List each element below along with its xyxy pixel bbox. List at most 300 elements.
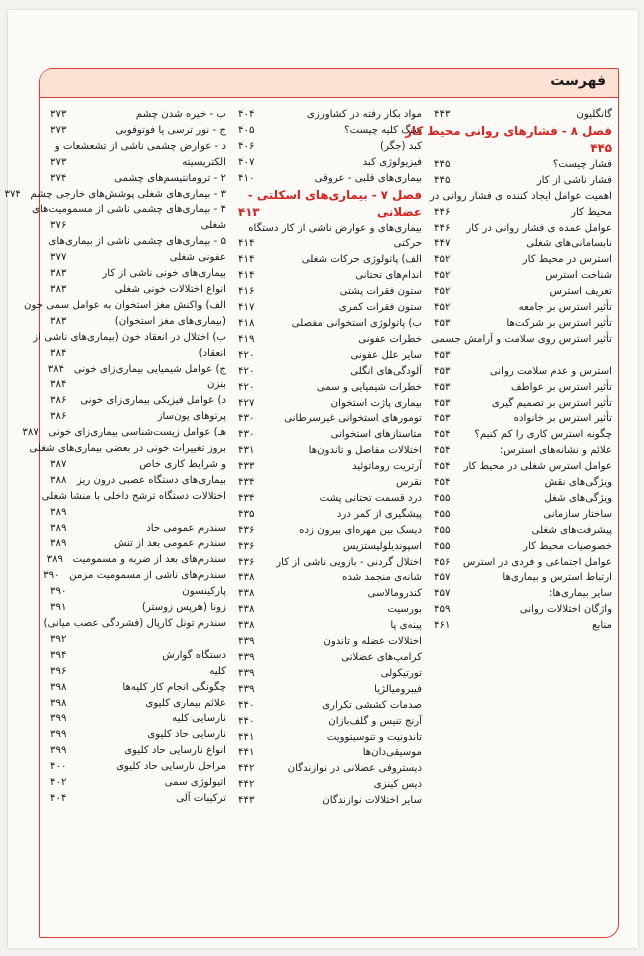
toc-entry-title: (بیماری‌های مغز استخوان) xyxy=(114,315,226,327)
toc-entry xyxy=(434,555,612,571)
toc-entry-page: ۳۹۰ xyxy=(43,570,60,582)
toc-entry-page: ۴۵۶ xyxy=(434,556,451,568)
toc-entry-page: ۴۱۸ xyxy=(238,317,255,329)
toc-entry-title: سندرم‌های ناشی از مسمومیت مزمن xyxy=(69,570,226,582)
toc-entry-title: موسیقی‌دان‌ها xyxy=(362,747,422,759)
toc-entry-page: ۴۵۵ xyxy=(434,540,451,552)
toc-entry xyxy=(50,632,226,648)
toc-entry-title: سندرم‌های بعد از ضربه و مسمومیت xyxy=(72,554,226,566)
toc-entry xyxy=(238,698,422,714)
toc-entry xyxy=(238,221,422,237)
toc-entry xyxy=(50,521,226,537)
toc-entry xyxy=(434,539,612,555)
toc-entry xyxy=(238,300,422,316)
toc-entry-title: اختلالات عضله و تاندون xyxy=(323,636,422,648)
toc-entry xyxy=(434,157,612,173)
toc-entry-page: ۳۸۹ xyxy=(50,506,67,518)
toc-entry-title: کلیه xyxy=(209,665,226,677)
toc-entry-title: تأثیر استرس بر جامعه xyxy=(518,302,612,314)
toc-entry-title: سندرم تونل کارپال (فشردگی عصب میانی) xyxy=(43,618,226,629)
toc-entry-page: ۴۳۰ xyxy=(238,429,255,441)
toc-entry xyxy=(434,396,612,412)
toc-entry-title: سایر علل عفونی xyxy=(350,349,422,361)
toc-entry xyxy=(50,123,226,139)
toc-entry-page: ۳۹۲ xyxy=(50,633,67,645)
toc-entry-page: ۴۳۸ xyxy=(238,604,255,616)
toc-entry-title: شناخت استرس xyxy=(545,270,612,282)
toc-entry-title: نارسایی حاد کلیوی xyxy=(147,729,226,741)
toc-entry-page: ۴۴۶ xyxy=(434,206,451,218)
toc-entry xyxy=(50,759,226,775)
toc-entry-title: عوامل استرس شغلی در محیط کار xyxy=(463,461,612,473)
toc-entry xyxy=(50,696,226,712)
toc-entry xyxy=(434,491,612,507)
toc-entry-page: ۴۵۷ xyxy=(434,588,451,600)
toc-entry-page: ۴۱۴ xyxy=(238,238,255,250)
toc-entry xyxy=(434,507,612,523)
toc-entry-page: ۴۱۷ xyxy=(238,302,255,314)
toc-entry-title: تأثیر استرس روی سلامت و آرامش جسمی xyxy=(431,333,612,345)
toc-entry xyxy=(238,380,422,396)
toc-entry xyxy=(434,443,612,459)
toc-entry xyxy=(50,743,226,759)
toc-entry-title: خطرات شیمیایی و سمی xyxy=(316,381,422,393)
toc-entry xyxy=(238,650,422,666)
toc-entry xyxy=(238,523,422,539)
toc-entry-title: ب - خیره شدن چشم xyxy=(135,109,226,120)
toc-entry-title: اختلالات مفاصل و تاندون‌ها xyxy=(308,445,422,457)
toc-entry-page: ۳۹۶ xyxy=(50,665,67,677)
toc-entry-title: کرامپ‌های عضلانی xyxy=(341,652,422,663)
toc-entry-title: نقرس xyxy=(395,477,422,489)
toc-entry xyxy=(238,618,422,634)
toc-entry xyxy=(50,505,226,521)
toc-entry-page: ۴۵۴ xyxy=(434,461,451,473)
toc-entry xyxy=(238,793,422,809)
toc-entry-page: ۴۵۳ xyxy=(434,349,451,361)
toc-entry-page: ۳۸۳ xyxy=(50,315,67,327)
toc-entry-title: فصل ۷ - بیماری‌های اسکلتی - xyxy=(247,187,422,202)
toc-entry xyxy=(238,155,422,171)
toc-entry xyxy=(238,411,422,427)
toc-entry-page: ۴۶۱ xyxy=(434,620,451,632)
toc-entry xyxy=(238,268,422,284)
toc-entry-title: تعریف استرس xyxy=(549,286,612,298)
toc-entry-title: شانه‌ی منجمد شده xyxy=(342,572,422,584)
toc-entry-page: ۴۰۴ xyxy=(50,792,67,804)
contents-frame xyxy=(4,68,619,938)
toc-entry-title: چگونه استرس کاری را کم کنیم؟ xyxy=(474,429,612,441)
toc-entry xyxy=(50,711,226,727)
book-page xyxy=(4,10,638,948)
toc-entry-title: استرس و عدم سلامت روانی xyxy=(489,365,612,377)
toc-entry xyxy=(50,266,226,282)
toc-entry xyxy=(50,155,226,171)
toc-entry-page: ۴۵۹ xyxy=(434,604,451,616)
toc-entry-title: پرتوهای یون‌ساز xyxy=(157,411,226,423)
toc-entry-title: ۴۴۵ xyxy=(590,140,612,155)
toc-entry-page: ۴۵۵ xyxy=(434,524,451,536)
toc-entry-title: فیبرومیالژیا xyxy=(374,683,422,695)
toc-entry-title: درد قسمت تحتانی پشت xyxy=(319,492,422,504)
toc-entry-title: صدمات کششی تکراری xyxy=(322,699,422,711)
toc-entry xyxy=(434,475,612,491)
toc-entry-title: استرس در محیط کار xyxy=(522,254,612,266)
toc-entry-page: ۳۸۷ xyxy=(50,458,67,470)
toc-entry-page: ۳۷۴ xyxy=(4,188,21,200)
toc-entry-page: ۴۴۵ xyxy=(434,158,451,170)
toc-entry-page: ۴۳۶ xyxy=(238,540,255,552)
toc-entry-page: ۴۵۳ xyxy=(434,317,451,329)
toc-entry-title: الف) واکنش مغز استخوان به عوامل سمی خون xyxy=(24,299,226,311)
toc-entry-title: تأثیر استرس بر تصمیم گیری xyxy=(491,397,612,409)
toc-entry xyxy=(238,284,422,300)
toc-entry-title: بیماری‌های دستگاه عصبی درون ریز xyxy=(76,474,226,486)
toc-entry xyxy=(238,475,422,491)
toc-entry-page: ۴۳۳ xyxy=(238,461,255,473)
toc-entry xyxy=(434,459,612,475)
toc-entry xyxy=(434,523,612,539)
toc-entry-title: پارکینسون xyxy=(182,586,226,598)
toc-entry-title: تاندونیت و تنوسینوویت xyxy=(326,731,422,743)
toc-entry-page: ۴۰۴ xyxy=(238,109,255,120)
toc-entry-title: پینه‌ی پا xyxy=(390,620,422,632)
toc-entry xyxy=(434,586,612,602)
toc-entry xyxy=(50,314,226,330)
toc-entry xyxy=(238,507,422,523)
toc-entry xyxy=(50,536,226,552)
toc-entry xyxy=(238,123,422,139)
toc-entry xyxy=(434,173,612,189)
toc-entry-page: ۴۳۴ xyxy=(238,477,255,489)
toc-entry-title: چگونگی انجام کار کلیه‌ها xyxy=(122,681,226,693)
toc-entry-page: ۳۹۹ xyxy=(50,729,67,741)
toc-entry xyxy=(238,348,422,364)
toc-entry-title: انواع اختلالات خونی شغلی xyxy=(114,283,226,295)
toc-entry-page: ۴۱۹ xyxy=(238,333,255,345)
toc-entry-page: ۴۵۴ xyxy=(434,445,451,457)
toc-entry-page: ۴۵۳ xyxy=(434,397,451,409)
toc-entry-page: ۴۳۹ xyxy=(238,667,255,679)
toc-entry-title: اندام‌های تحتانی xyxy=(355,270,422,282)
toc-entry-page: ۳۸۳ xyxy=(50,283,67,295)
toc-column-middle xyxy=(238,107,422,809)
toc-entry-title: پیشرفت‌های شغلی xyxy=(531,524,612,536)
toc-entry-title: عفونی شغلی xyxy=(169,252,226,264)
toc-entry-page: ۴۰۵ xyxy=(238,124,255,136)
toc-entry-page: ۴۳۰ xyxy=(238,413,255,425)
toc-entry xyxy=(238,714,422,730)
toc-entry-title: انعقاد) xyxy=(198,347,226,359)
toc-entry xyxy=(238,139,422,155)
toc-entry-page: ۴۱۳ xyxy=(238,204,260,219)
toc-entry-page: ۳۸۳ xyxy=(50,268,67,280)
toc-entry xyxy=(238,666,422,682)
toc-entry-page: ۳۷۴ xyxy=(50,172,67,184)
toc-entry-page: ۳۸۴ xyxy=(50,379,67,391)
toc-entry-page: ۴۳۹ xyxy=(238,652,255,663)
toc-entry xyxy=(238,107,422,123)
toc-entry-page: ۳۹۴ xyxy=(50,649,67,661)
toc-entry xyxy=(434,427,612,443)
toc-entry-title: انواع نارسایی حاد کلیوی xyxy=(124,745,226,757)
toc-entry-page: ۳۷۳ xyxy=(50,156,67,168)
toc-entry xyxy=(50,377,226,393)
toc-entry xyxy=(50,664,226,680)
toc-entry-page: ۳۹۸ xyxy=(50,697,67,709)
toc-entry xyxy=(33,330,226,346)
toc-entry xyxy=(50,282,226,298)
toc-entry-page: ۴۱۶ xyxy=(238,286,255,298)
toc-entry xyxy=(238,586,422,602)
toc-entry-title: بیماری‌های و عوارض ناشی از کار دستگاه xyxy=(248,222,422,234)
toc-entry xyxy=(50,234,226,250)
toc-entry-page: ۴۵۲ xyxy=(434,302,451,314)
page-title: فهرست xyxy=(550,73,606,89)
toc-entry-page: ۴۳۸ xyxy=(238,572,255,584)
toc-entry-page: ۴۳۸ xyxy=(238,620,255,632)
toc-entry-page: ۴۴۲ xyxy=(238,779,255,791)
toc-entry-title: د - عوارض چشمی ناشی از تشعشعات و xyxy=(54,140,226,152)
toc-entry-page: ۳۸۹ xyxy=(50,538,67,550)
toc-entry xyxy=(434,221,612,237)
toc-entry-title: فصل ۸ - فشارهای روانی محیط کار xyxy=(405,123,612,138)
toc-entry-title: اهمیت عوامل ایجاد کننده ی فشار روانی در xyxy=(429,190,612,202)
toc-entry xyxy=(50,139,226,155)
toc-entry-page: ۴۴۰ xyxy=(238,715,255,727)
toc-entry-page: ۴۵۷ xyxy=(434,572,451,584)
toc-entry xyxy=(434,252,612,268)
toc-entry-page: ۴۴۲ xyxy=(238,763,255,775)
toc-entry xyxy=(238,682,422,698)
toc-entry-title: اسپوندیلولیستزیس xyxy=(342,540,422,552)
toc-entry xyxy=(50,171,226,187)
toc-column-right xyxy=(4,107,226,807)
toc-entry-page: ۴۳۶ xyxy=(238,556,255,568)
toc-entry-page: ۴۴۶ xyxy=(434,222,451,234)
toc-entry-page: ۴۰۰ xyxy=(50,761,67,773)
toc-entry-title: فشار ناشی از کار xyxy=(536,174,612,186)
toc-entry xyxy=(31,202,226,218)
toc-entry xyxy=(238,171,422,187)
toc-entry-page: ۴۳۵ xyxy=(238,508,255,520)
toc-entry-title: شغلی xyxy=(200,220,226,232)
toc-entry-title: دستگاه گوارش xyxy=(162,649,226,661)
toc-entry xyxy=(50,218,226,234)
toc-entry-title: سایر اختلالات نوازندگان xyxy=(322,795,422,807)
toc-entry-title: زونا (هرپس زوستر) xyxy=(141,602,226,614)
toc-entry-title: ترکیبات آلی xyxy=(176,792,226,804)
toc-entry xyxy=(238,570,422,586)
toc-entry-page: ۳۸۶ xyxy=(50,395,67,407)
toc-entry-title: واژگان اختلالات روانی xyxy=(519,604,612,616)
toc-entry xyxy=(434,300,612,316)
toc-entry xyxy=(238,459,422,475)
toc-entry xyxy=(238,602,422,618)
toc-entry-title: بورسیت xyxy=(387,604,422,616)
toc-entry-page: ۳۸۹ xyxy=(46,554,64,566)
toc-entry xyxy=(50,409,226,425)
toc-entry-page: ۴۳۶ xyxy=(238,524,255,536)
toc-entry-title: هـ) عوامل زیست‌شناسی بیماری‌زای خونی xyxy=(48,427,226,439)
toc-entry-title: ساختار سازمانی xyxy=(543,508,612,520)
toc-entry-title: ویژگی‌های شغل xyxy=(544,492,612,504)
toc-entry xyxy=(50,775,226,791)
toc-entry-title: پیشگیری از کمر درد xyxy=(336,508,422,520)
toc-entry-title: تأثیر استرس بر خانواده xyxy=(513,413,612,425)
toc-entry xyxy=(238,761,422,777)
toc-entry xyxy=(4,187,226,203)
toc-entry-page: ۴۴۱ xyxy=(238,731,255,743)
toc-entry-page: ۳۹۱ xyxy=(50,602,67,614)
toc-entry-title: سنگ کلیه چیست؟ xyxy=(344,124,422,136)
toc-entry-page: ۴۵۲ xyxy=(434,254,451,266)
toc-entry-title: ب) پاتولوژی استخوانی مفصلی xyxy=(291,317,422,329)
toc-entry xyxy=(50,473,226,489)
toc-entry-title: تورتیکولی xyxy=(380,667,422,679)
toc-entry-page: ۳۸۹ xyxy=(50,522,67,534)
toc-entry-page: ۴۵۴ xyxy=(434,477,451,489)
toc-entry-title: الکتریسیته xyxy=(182,156,226,168)
header-band xyxy=(40,69,618,98)
toc-entry xyxy=(434,411,612,427)
toc-entry xyxy=(238,634,422,650)
toc-entry xyxy=(434,316,612,332)
toc-entry-title: نارسایی کلیه xyxy=(172,713,226,725)
toc-entry xyxy=(50,648,226,664)
toc-entry xyxy=(434,618,612,634)
toc-entry xyxy=(238,427,422,443)
toc-entry xyxy=(24,298,226,314)
toc-entry-title: د) عوامل فیزیکی بیماری‌زای خونی xyxy=(80,395,226,407)
toc-entry-page: ۴۵۴ xyxy=(434,429,451,441)
toc-entry-title: سندرم عمومی بعد از تنش xyxy=(113,538,226,550)
toc-entry xyxy=(50,346,226,362)
toc-entry-title: بروز تغییرات خونی در بعضی بیماری‌های شغلی xyxy=(29,443,226,455)
toc-entry-page: ۳۹۸ xyxy=(50,681,67,693)
toc-entry-page: ۳۷۳ xyxy=(50,124,67,136)
toc-entry xyxy=(22,425,226,441)
toc-entry-page: ۴۴۳ xyxy=(238,795,255,807)
toc-entry-title: ۲ - ترومانتیسم‌های چشمی xyxy=(114,172,226,184)
chapter-heading xyxy=(405,123,612,140)
toc-entry-title: کبد (جگر) xyxy=(379,140,422,152)
toc-entry-title: آرنج تنیس و گلف‌بازان xyxy=(328,715,422,727)
toc-entry-page: ۳۷۶ xyxy=(50,220,67,232)
toc-entry xyxy=(434,284,612,300)
toc-entry xyxy=(238,236,422,252)
toc-entry xyxy=(50,457,226,473)
toc-entry xyxy=(429,189,612,205)
toc-entry xyxy=(238,555,422,571)
toc-entry-title: دیستروفی عضلانی در نوازندگان xyxy=(287,763,422,775)
toc-entry xyxy=(50,600,226,616)
toc-entry-title: ویژگی‌های نقش xyxy=(544,477,612,489)
toc-entry xyxy=(434,205,612,221)
toc-entry xyxy=(434,570,612,586)
toc-entry xyxy=(46,552,226,568)
toc-entry xyxy=(29,441,226,457)
toc-entry-page: ۳۷۳ xyxy=(50,109,67,120)
toc-entry xyxy=(434,602,612,618)
toc-entry xyxy=(434,348,612,364)
toc-entry-title: عوامل اجتماعی و فردی در استرس xyxy=(462,556,612,568)
toc-entry-page: ۴۴۰ xyxy=(238,699,255,711)
toc-entry-page: ۴۴۷ xyxy=(434,238,451,250)
toc-entry-title: ج - نور ترسی یا فوتوفوبی xyxy=(115,124,226,136)
toc-entry-title: اتیولوژی سمی xyxy=(164,777,226,789)
toc-entry-title: الف) پاتولوژی حرکات شغلی xyxy=(301,254,422,266)
toc-entry-title: حرکتی xyxy=(393,238,422,250)
toc-entry-title: گانگلیون xyxy=(576,109,612,120)
toc-entry-page: ۳۷۷ xyxy=(50,252,67,264)
toc-entry-title: تأثیر استرس بر عواطف xyxy=(511,381,612,393)
toc-entry xyxy=(238,777,422,793)
toc-entry-title: تأثیر استرس بر شرکت‌ها xyxy=(506,317,612,329)
toc-entry-page: ۴۳۱ xyxy=(238,445,255,457)
chapter-heading xyxy=(434,140,612,157)
toc-entry-title: بیماری پاژت استخوان xyxy=(330,397,422,409)
toc-entry-page: ۴۲۷ xyxy=(238,397,255,409)
toc-entry-title: نابسامانی‌های شغلی xyxy=(526,238,612,250)
toc-entry xyxy=(434,107,612,123)
toc-entry-page: ۴۴۱ xyxy=(238,747,255,759)
toc-entry xyxy=(238,316,422,332)
toc-entry-page: ۳۹۹ xyxy=(50,745,67,757)
toc-entry-title: ستون فقرات پشتی xyxy=(339,286,422,298)
toc-entry-title: خطرات عفونی xyxy=(358,333,422,345)
toc-entry xyxy=(238,730,422,746)
toc-entry-page: ۴۵۲ xyxy=(434,270,451,282)
toc-entry-page: ۳۹۰ xyxy=(50,586,67,598)
toc-entry-page: ۳۸۶ xyxy=(50,411,67,423)
toc-entry-title: بیماری‌های قلبی - عروقی xyxy=(314,172,422,184)
toc-entry-title: ۳ - بیماری‌های شغلی پوشش‌های خارجی چشم xyxy=(30,188,226,200)
toc-entry-title: متاستازهای استخوانی xyxy=(330,429,422,441)
toc-entry xyxy=(238,491,422,507)
toc-entry-title: ج) عوامل شیمیایی بیماری‌زای خونی xyxy=(73,363,226,375)
toc-entry-page: ۳۹۹ xyxy=(50,713,67,725)
toc-entry xyxy=(238,396,422,412)
toc-entry-title: اختلال گردنی - بازویی ناشی از کار xyxy=(276,556,422,568)
toc-entry-page: ۴۱۰ xyxy=(238,172,255,184)
toc-entry-title: بنزن xyxy=(206,379,226,391)
toc-entry xyxy=(238,539,422,555)
toc-entry-title: ستون فقرات کمری xyxy=(338,302,422,314)
toc-entry-title: مراحل نارسایی حاد کلیوی xyxy=(116,761,226,773)
toc-entry xyxy=(434,268,612,284)
toc-entry-page: ۴۵۵ xyxy=(434,492,451,504)
toc-entry-title: علائم و نشانه‌های استرس: xyxy=(499,445,612,457)
toc-entry-page: ۴۳۹ xyxy=(238,636,255,648)
toc-entry xyxy=(43,568,226,584)
toc-entry-page: ۴۰۶ xyxy=(238,140,255,152)
toc-entry xyxy=(238,364,422,380)
toc-entry xyxy=(434,236,612,252)
toc-entry-page: ۳۸۷ xyxy=(22,427,39,439)
toc-entry xyxy=(41,489,226,505)
toc-entry-page: ۴۳۹ xyxy=(238,683,255,695)
toc-entry-title: علائم بیماری کلیوی xyxy=(145,697,226,709)
toc-entry-page: ۴۵۳ xyxy=(434,381,451,393)
toc-entry-page: ۴۵۲ xyxy=(434,286,451,298)
toc-entry xyxy=(434,380,612,396)
toc-entry-page: ۴۴۳ xyxy=(434,109,451,120)
toc-entry-page: ۴۵۵ xyxy=(434,508,451,520)
toc-entry-page: ۴۳۴ xyxy=(238,492,255,504)
toc-entry-title: عوامل عمده ی فشار روانی در کار xyxy=(466,222,612,234)
chapter-heading xyxy=(238,187,422,204)
